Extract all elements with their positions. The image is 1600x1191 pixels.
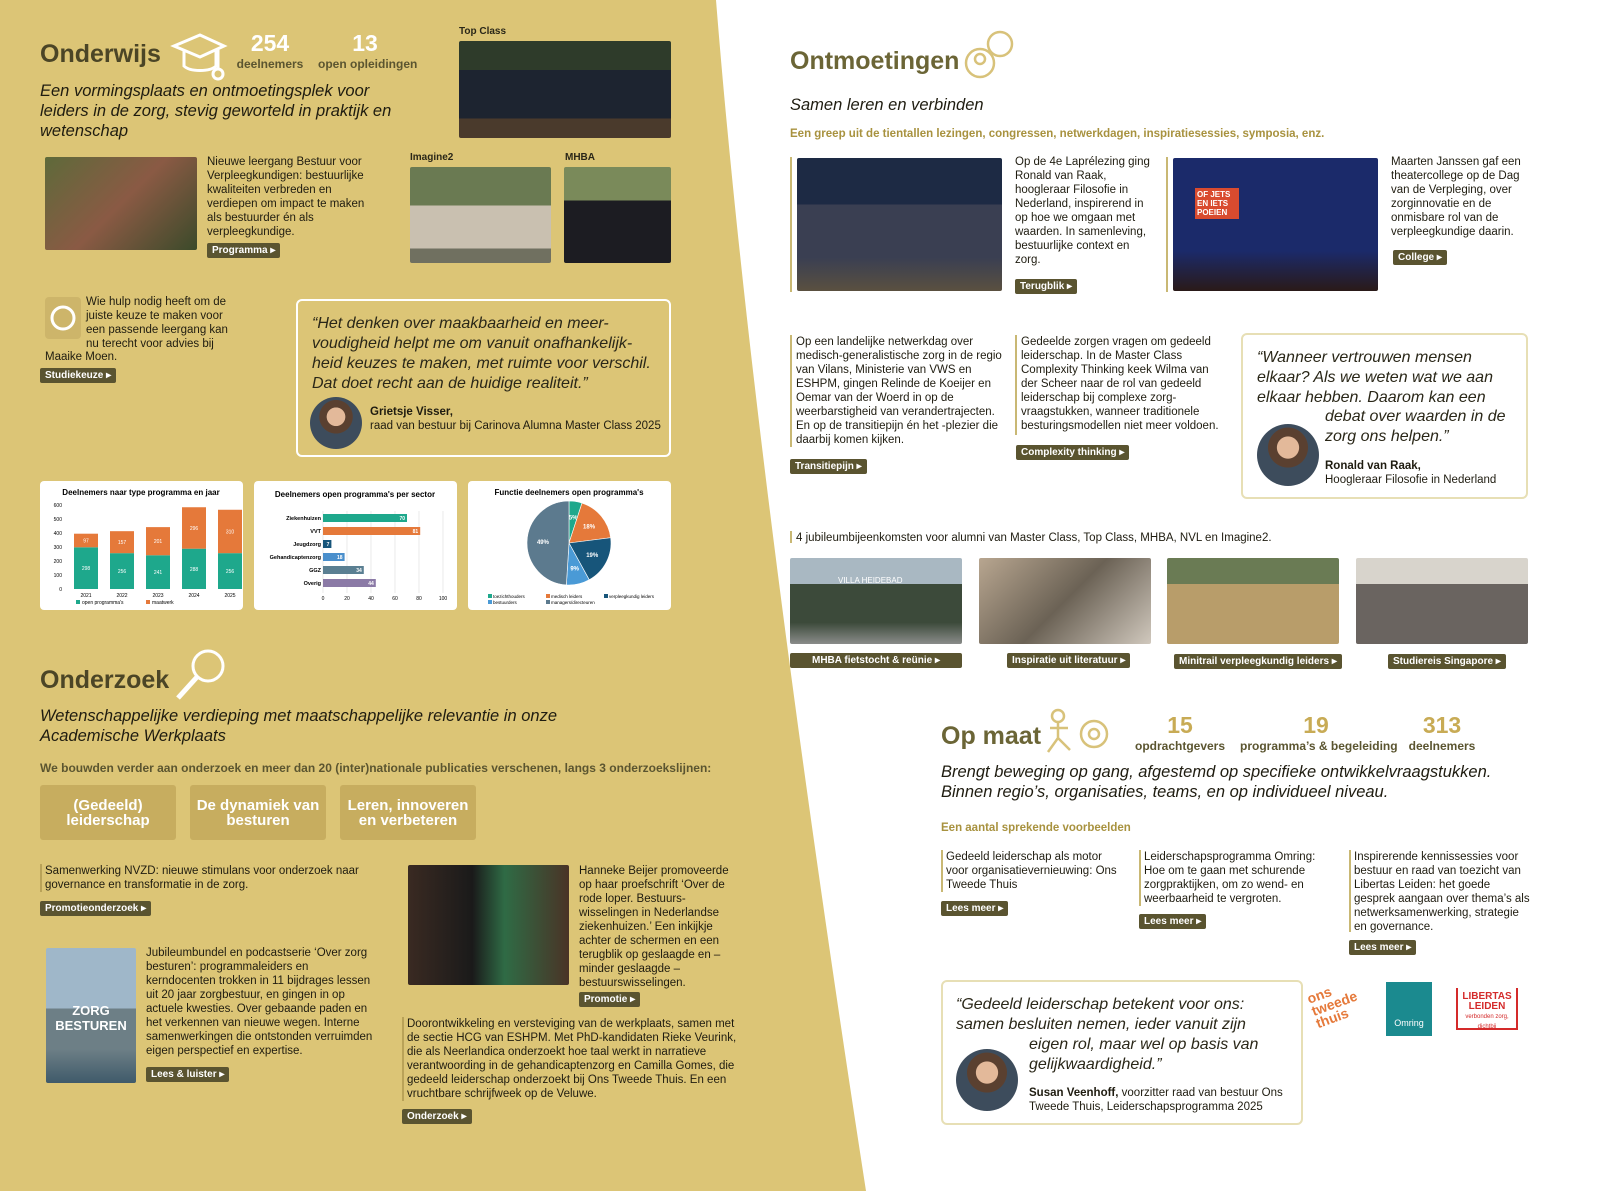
hands-gear-icon: [1044, 706, 1112, 754]
pie-chart: [468, 481, 671, 610]
op-maat-title: Op maat: [941, 722, 1042, 750]
y-tick-label: 600: [53, 503, 62, 509]
x-tick-label: 60: [392, 596, 398, 602]
data-label: 70: [399, 516, 405, 522]
laprelezing-photo: [797, 158, 1002, 291]
book-cover: [46, 948, 136, 1083]
x-tick-label: 100: [438, 596, 448, 602]
data-label: 298: [81, 566, 91, 573]
lees-luister-button[interactable]: Lees & luister ▸: [146, 1067, 229, 1082]
op-maat-tagline: Brengt beweging op gang, afgestemd op specifieke ontwikkelvraagstukken. Binnen regio’s, organisaties, teams, en op individueel niveau.: [941, 763, 1492, 801]
research-line-button[interactable]: Leren, innoveren en verbeteren: [340, 785, 476, 840]
x-tick-label: 2025: [224, 593, 236, 599]
quote-text: “Wanneer vertrouwen mensen elkaar? Als we weten wat we aan elkaar hebben. Daarom kan een: [1257, 349, 1493, 406]
book-title: ZORG BESTUREN: [55, 1003, 127, 1033]
werkplaats-text: Doorontwikkeling en versteviging van de werkplaats, samen met de sectie HCG van ESHPM. Met PhD-kandidaten Rieke Veurink, die als Neerlandica onderzoekt hoe taal werkt in narratieve verantwoording in de gehandicaptenzorg en Camilla Gomes, die gedeeld leiderschap onderzoekt bij Ons Tweede Thuis. En een vruchtbare schrijfweek op de Veluwe.: [407, 1018, 737, 1100]
stat-label: open opleidingen: [318, 57, 418, 71]
chart-card-pie: [468, 481, 671, 610]
event-photo: [1167, 558, 1339, 644]
x-tick-label: 2024: [188, 593, 200, 599]
programma-button[interactable]: Programma ▸: [207, 243, 280, 258]
lees-meer-button[interactable]: Lees meer ▸: [1349, 940, 1416, 955]
nvzd-text: Samenwerking NVZD: nieuwe stimulans voor onderzoek naar governance en transformatie in de zorg.: [45, 865, 359, 891]
magnifier-icon: [172, 646, 230, 704]
legend-swatch: [546, 600, 550, 604]
op-maat-subtitle: Een aantal sprekende voorbeelden: [941, 822, 1131, 834]
quote-role: Hoogleraar Filosofie in Nederland: [1325, 474, 1497, 486]
studiekeuze-icon: [45, 297, 81, 339]
y-tick-label: 200: [53, 559, 62, 565]
x-tick-label: 2022: [116, 593, 128, 599]
promotie-text: Hanneke Beijer promoveerde op haar proefschrift ‘Over de rode loper. Bestuurs-wisselingen in Nederlandse ziekenhuizen.’ Een inkijkje achter de schermen en een terugblik op geslaagde en – minder geslaagde – bestuurswisselingen.: [579, 865, 729, 989]
stat-label: deelnemers: [1408, 739, 1476, 753]
quote-name: Grietsje Visser,: [370, 406, 453, 418]
y-tick-label: GGZ: [309, 568, 321, 574]
legend-swatch: [546, 594, 550, 598]
bar: [323, 514, 407, 522]
legend-label: verpleegkundig leiders: [609, 594, 655, 599]
research-line-button[interactable]: (Gedeeld) leiderschap: [40, 785, 176, 840]
x-tick-label: 2023: [152, 593, 164, 599]
ontmoetingen-title: Ontmoetingen: [790, 47, 960, 75]
stat-value: 19: [1303, 712, 1329, 738]
onderzoek-tagline: Wetenschappelijke verdieping met maatschappelijke relevantie in onze Academische Werkplaats: [40, 707, 557, 745]
y-tick-label: 500: [53, 517, 62, 523]
example-text: Leiderschapsprogramma Omring: Hoe om te gaan met schurende zorgpraktijken, om zo wend- en weerbaarheid te vergroten.: [1144, 851, 1316, 905]
legend-label: bestuurders: [493, 600, 517, 605]
chart-card-sector: [254, 481, 457, 610]
legend-swatch: [488, 594, 492, 598]
bar: [323, 527, 420, 535]
example-text: Inspirerende kennissessies voor bestuur en raad van toezicht van Libertas Leiden: het goede gesprek aangaan over thema’s als netwerksamenwerking, strategie en governance.: [1354, 851, 1530, 933]
y-tick-label: Gehandicaptenzorg: [269, 555, 321, 561]
quote-box: [296, 299, 671, 457]
complexity-thinking-button[interactable]: Complexity thinking ▸: [1016, 445, 1129, 460]
y-tick-label: VVT: [310, 529, 321, 535]
jubileum-text: 4 jubileumbijeenkomsten voor alumni van Master Class, Top Class, MHBA, NVL en Imagine2.: [796, 532, 1272, 544]
promotie-button[interactable]: Promotie ▸: [579, 992, 640, 1007]
stat-value: 313: [1422, 712, 1462, 738]
avatar: [310, 397, 362, 449]
data-label: 18: [337, 555, 343, 561]
legend-swatch: [488, 600, 492, 604]
horizontal-bar-chart: [254, 481, 457, 610]
quote-name: Ronald van Raak,: [1325, 460, 1421, 472]
data-label: 288: [189, 566, 199, 573]
libertas-leiden-logo: [1456, 988, 1518, 1030]
ontmoetingen-subtitle: Een greep uit de tientallen lezingen, congressen, netwerkdagen, inspiratiesessies, symposia, enz.: [790, 128, 1325, 140]
lees-meer-button[interactable]: Lees meer ▸: [1139, 914, 1206, 929]
event-button[interactable]: Inspiratie uit literatuur ▸: [1007, 653, 1130, 668]
stat-label: opdrachtgevers: [1134, 739, 1226, 753]
legend-label: open programma's: [82, 600, 124, 606]
stacked-bar-chart: [40, 481, 243, 610]
stat-label: deelnemers: [236, 57, 304, 71]
stat-value: 15: [1167, 712, 1193, 738]
transitiepijn-button[interactable]: Transitiepijn ▸: [790, 459, 867, 474]
data-label: 81: [412, 529, 419, 535]
netwerkdag-text: Op een landelijke netwerkdag over medisch-generalistische zorg in de regio van Vilans, Ministerie van VWS en ESHPM, gingen Relinde de Koeijer en Oemar van der Woerd in op de weerbarstigheid van verandertrajecten. En op de transitiepijn én het -plezier die daarbij komen kijken.: [796, 336, 1002, 446]
quote-text: eigen rol, maar wel op basis van gelijkwaardigheid.”: [1029, 1036, 1259, 1073]
data-label: 296: [189, 525, 199, 532]
data-label: 9%: [570, 566, 580, 573]
people-icon: [960, 27, 1018, 85]
stat-label: programma’s & begeleiding: [1240, 739, 1398, 753]
quote-text: “Het denken over maakbaarheid en meer-voudigheid helpt me om vanuit onafhankelijk-heid keuzes te maken, met ruimte voor verschil. Dat doet recht aan de huidige realiteit.”: [312, 315, 651, 392]
legend-label: maatwerk: [152, 600, 174, 606]
data-label: 44: [368, 581, 374, 587]
legend-swatch: [76, 600, 80, 604]
chart-title: Deelnemers naar type programma en jaar: [62, 488, 220, 497]
studiekeuze-button[interactable]: Studiekeuze ▸: [40, 368, 116, 383]
quote-box: [1241, 333, 1528, 499]
data-label: 49%: [536, 540, 549, 547]
ontmoetingen-tagline: Samen leren en verbinden: [790, 96, 984, 114]
quote-text: debat over waarden in de zorg ons helpen.”: [1325, 408, 1506, 445]
terugblik-button[interactable]: Terugblik ▸: [1015, 279, 1077, 294]
y-tick-label: 300: [53, 545, 62, 551]
chart-card-bar: [40, 481, 243, 610]
data-label: 256: [117, 569, 127, 576]
omring-logo: Omring: [1386, 982, 1432, 1036]
data-label: 256: [225, 569, 235, 576]
onderwijs-title: Onderwijs: [40, 40, 161, 68]
lapre-text: Op de 4e Laprélezing ging Ronald van Raak, hoogleraar Filosofie in Nederland, inspirerend in op hoe we omgaan met waarden. In samenleving, bestuurlijke context en zorg.: [1015, 156, 1150, 266]
data-label: 19%: [586, 552, 599, 559]
graduation-cap-icon: [170, 30, 228, 82]
data-label: 157: [117, 540, 127, 547]
complexity-text: Gedeelde zorgen vragen om gedeeld leiderschap. In de Master Class Complexity Thinking keek Wilma van der Scheer naar de rol van gedeeld leiderschap bij complexe zorg-vraagstukken, wanneer traditionele besturingsmodellen niet meer voldoen.: [1021, 336, 1219, 432]
onderwijs-tagline: Een vormingsplaats en ontmoetingsplek voor leiders in de zorg, stevig geworteld in praktijk en wetenschap: [40, 82, 392, 140]
legend-swatch: [604, 594, 608, 598]
data-label: 97: [83, 538, 89, 545]
event-photo: [1356, 558, 1528, 644]
photo-label: MHBA: [565, 152, 595, 163]
y-tick-label: 100: [53, 573, 62, 579]
onderzoek-title: Onderzoek: [40, 666, 170, 694]
legend-label: medisch leiders: [551, 594, 583, 599]
ons-tweede-thuis-logo: ons tweede thuis: [1304, 983, 1360, 1032]
y-tick-label: Jeugdzorg: [293, 542, 321, 548]
data-label: 5%: [568, 515, 578, 522]
event-photo: [979, 558, 1151, 644]
theatre-sign: OF JETS EN IETS POEIEN: [1195, 188, 1239, 219]
data-label: 241: [153, 570, 163, 577]
data-label: 18%: [583, 524, 596, 531]
mhba-photo: [564, 167, 671, 263]
stat-value: 13: [352, 30, 378, 56]
legend-label: managers/directeuren: [551, 600, 595, 605]
college-text: Maarten Janssen gaf een theatercollege op de Dag van de Verpleging, over zorginnovatie en de onmisbare rol van de verpleegkundige daarin.: [1391, 156, 1521, 238]
photo-label: Imagine2: [410, 152, 454, 163]
logo-sub: verbonden zorg, dichtbij: [1465, 1014, 1509, 1030]
avatar: [956, 1049, 1018, 1111]
leergang-photo: [45, 157, 197, 250]
chart-title: Functie deelnemers open programma's: [494, 488, 644, 497]
x-tick-label: 20: [344, 596, 350, 602]
avatar: [1257, 424, 1319, 486]
research-line-button[interactable]: De dynamiek van besturen: [190, 785, 326, 840]
college-button[interactable]: College ▸: [1393, 250, 1447, 265]
y-tick-label: 0: [59, 587, 62, 593]
imagine2-photo: [410, 167, 551, 263]
quote-box: [941, 980, 1303, 1125]
data-label: 34: [356, 568, 362, 574]
legend-swatch: [146, 600, 150, 604]
studiekeuze-text: Wie hulp nodig heeft om de juiste keuze te maken voor een passende leergang kan nu terecht voor advies bij: [86, 296, 228, 350]
legend-label: toezichthouders: [493, 594, 525, 599]
logo-name: LIBERTAS LEIDEN: [1462, 991, 1512, 1012]
villa-sign: VILLA HEIDEBAD: [838, 576, 903, 585]
example-text: Gedeeld leiderschap als motor voor organisatievernieuwing: Ons Tweede Thuis: [946, 851, 1117, 891]
studiekeuze-name: Maaike Moen.: [45, 351, 118, 363]
promotieonderzoek-button[interactable]: Promotieonderzoek ▸: [40, 901, 151, 916]
top-class-photo: [459, 41, 671, 138]
event-photo: [790, 558, 962, 644]
book-text: Jubileumbundel en podcastserie ‘Over zorg besturen’: programmaleiders en kerndocenten trokken in 11 bijdrages lessen uit 20 jaar zorgbestuur, en gingen in op actuele kwesties. Over gebaande paden en het verkennen van nieuwe wegen. Interne samenwerkingen die ontstonden verruimden eigen perspectief en expertise.: [146, 947, 373, 1057]
theatercollege-photo: [1173, 158, 1378, 291]
x-tick-label: 40: [368, 596, 374, 602]
quote-text: “Gedeeld leiderschap betekent voor ons: samen besluiten nemen, ieder vanuit zijn: [956, 996, 1246, 1033]
y-tick-label: Ziekenhuizen: [286, 516, 321, 522]
quote-role: voorzitter raad van bestuur Ons Tweede Thuis, Leiderschapsprogramma 2025: [1029, 1087, 1283, 1113]
event-button[interactable]: Minitrail verpleegkundig leiders ▸: [1174, 654, 1342, 669]
x-tick-label: 0: [321, 596, 325, 602]
event-button[interactable]: Studiereis Singapore ▸: [1388, 654, 1506, 669]
leergang-text: Nieuwe leergang Bestuur voor Verpleegkundigen: bestuurlijke kwaliteiten verbreden en verdiepen om impact te maken als bestuurder én als verpleegkundige.: [207, 156, 365, 238]
quote-name: Susan Veenhoff,: [1029, 1087, 1119, 1099]
x-tick-label: 80: [416, 596, 422, 602]
data-label: 7: [326, 542, 330, 548]
onderzoek-button[interactable]: Onderzoek ▸: [402, 1109, 472, 1124]
event-button[interactable]: MHBA fietstocht & reünie ▸: [790, 653, 962, 668]
y-tick-label: 400: [53, 531, 62, 537]
data-label: 201: [153, 539, 163, 546]
promotie-photo: [408, 865, 569, 985]
chart-title: Deelnemers open programma's per sector: [274, 490, 436, 499]
y-tick-label: Overig: [303, 581, 321, 587]
stat-value: 254: [250, 30, 290, 56]
x-tick-label: 2021: [80, 593, 92, 599]
data-label: 310: [225, 529, 235, 536]
onderzoek-intro: We bouwden verder aan onderzoek en meer dan 20 (inter)nationale publicaties verschenen, langs 3 onderzoekslijnen:: [40, 761, 712, 775]
photo-label: Top Class: [459, 26, 507, 37]
quote-role: raad van bestuur bij Carinova Alumna Master Class 2025: [370, 420, 661, 432]
lees-meer-button[interactable]: Lees meer ▸: [941, 901, 1008, 916]
